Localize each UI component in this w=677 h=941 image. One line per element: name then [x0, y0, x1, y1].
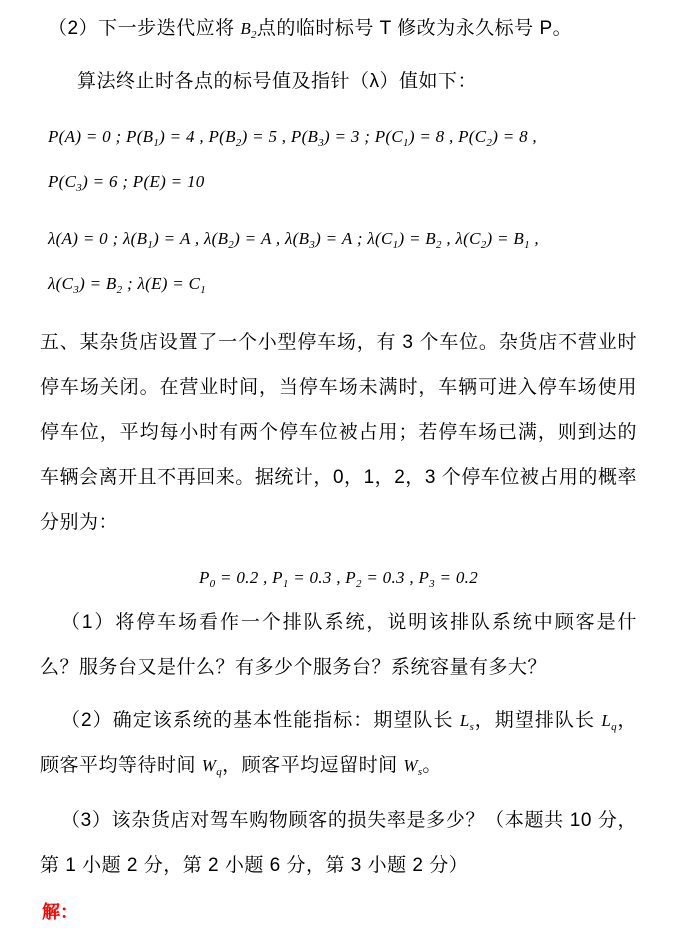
- equation-lambda-line2: $\lambda(C_3) = B_2$ ; $\lambda(E) = C_1$: [48, 274, 207, 296]
- paragraph-step2-note: （2）下一步迭代应将 $B_2$点的临时标号 T 修改为永久标号 P。: [48, 18, 573, 41]
- equation-block-lambda-pointers: [40, 216, 637, 306]
- equation-lambda-line1: λ(A) = 0 ; $\lambda(B_1) = A$ , $\lambda(B_2) = A$ , $\lambda(B_3) = A$ ; $\lambda(C_1) = B_2$ , $\lambda(C_2) = B_1$ ,: [48, 229, 539, 251]
- solution-label: 解：: [42, 902, 78, 922]
- equation-p-labels-line2: $P(C_3) = 6$ ; P(E) = 10: [48, 172, 205, 194]
- equation-block-p-labels: [40, 114, 637, 204]
- paragraph-question-1: （1）将停车场看作一个排队系统，说明该排队系统中顾客是什么？服务台又是什么？有多少个服务台？系统容量有多大？: [40, 612, 637, 678]
- equation-p-labels-line1: P(A) = 0 ; $P(B_1) = 4$ , $P(B_2) = 5$ , $P(B_3) = 3$ ; $P(C_1) = 8$ , $P(C_2) = 8$ ,: [48, 127, 537, 149]
- paragraph-problem-5: 五、某杂货店设置了一个小型停车场，有 3 个车位。杂货店不营业时停车场关闭。在营业时间，当停车场未满时，车辆可进入停车场使用停车位，平均每小时有两个停车位被占用；若停车场已满，则到达的车辆会离开且不再回来。据统计，0，1，2，3 个停车位被占用的概率分别为：: [40, 332, 637, 533]
- paragraph-question-2: （2）确定该系统的基本性能指标：期望队长 $L_s$，期望排队长 $L_q$，顾客平均等待时间 $W_q$，顾客平均逗留时间 $W_s$。: [40, 710, 637, 778]
- paragraph-question-3: （3）该杂货店对驾车购物顾客的损失率是多少？（本题共 10 分，第 1 小题 2 分，第 2 小题 6 分，第 3 小题 2 分）: [40, 810, 637, 876]
- paragraph-algorithm-end: 算法终止时各点的标号值及指针（λ）值如下：: [77, 71, 478, 92]
- equation-probabilities: $P_0 = 0.2$ , $P_1 = 0.3$ , $P_2 = 0.3$ , $P_3 = 0.2$: [198, 568, 479, 590]
